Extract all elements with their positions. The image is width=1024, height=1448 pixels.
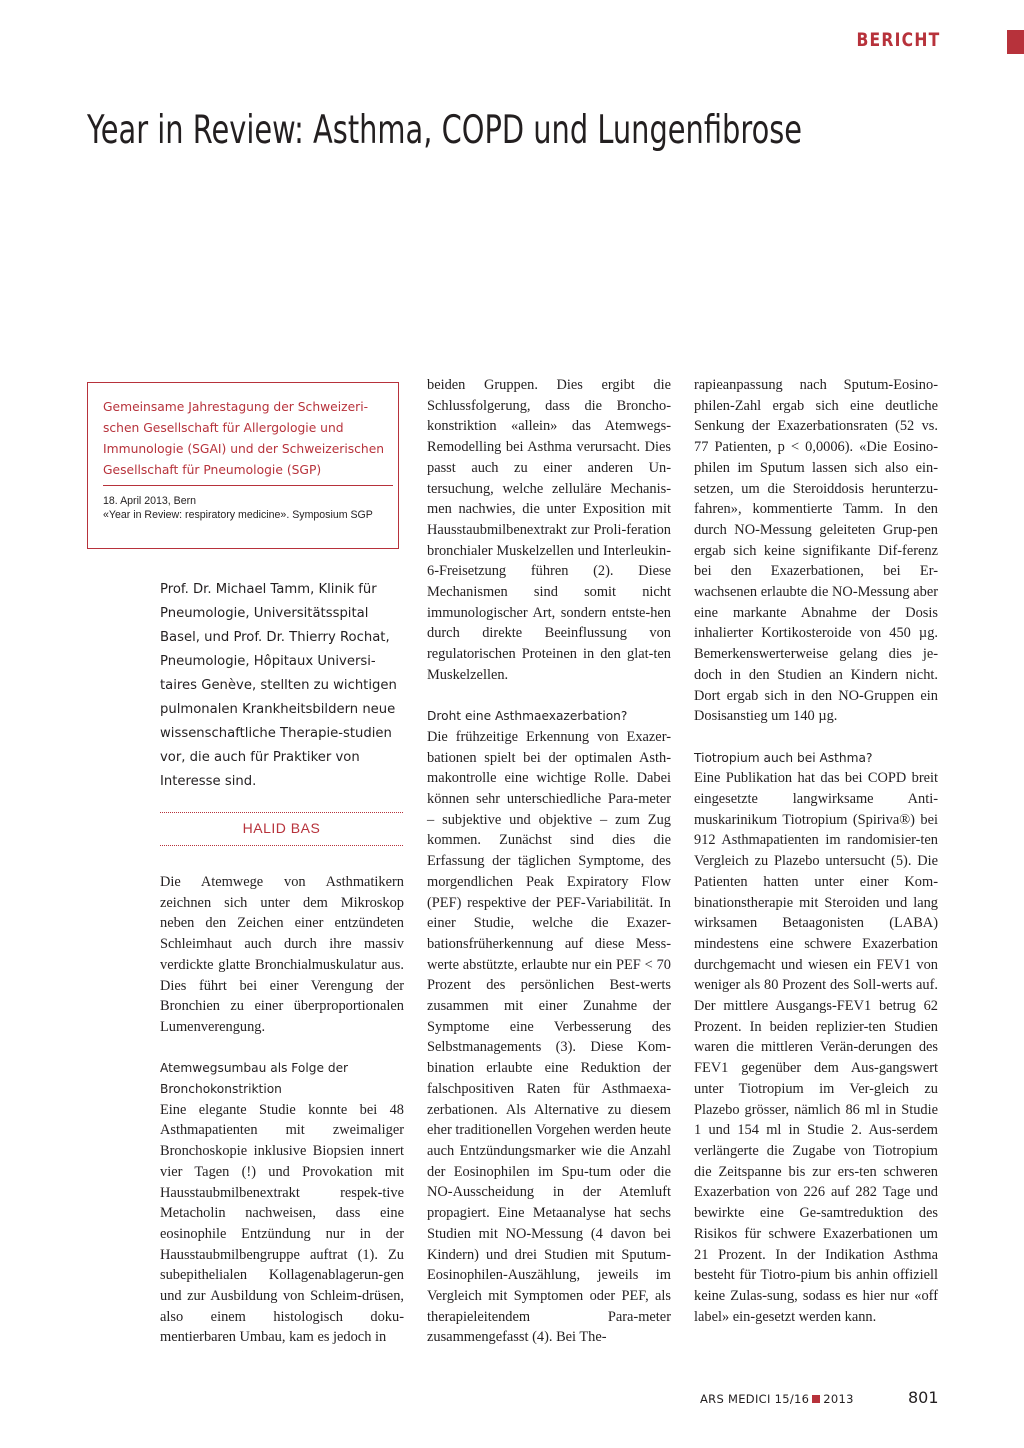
section-label: BERICHT [855, 29, 940, 51]
column-3 [694, 375, 938, 1327]
event-date-place: 18. April 2013, Bern [103, 495, 197, 507]
event-divider [103, 485, 393, 486]
column-2 [427, 375, 671, 1348]
body-paragraph-tiotropium: Eine Publikation hat das bei COPD breit eingesetzte langwirksame Anti-muskarinikum Tiotropium (Spiriva®) bei 912 Asthmapatienten im randomisier-ten Vergleich zu Plazebo untersucht (5). Die Patienten hatten unter einer Kom-binationstherapie mit Steroiden und lang wirksamen Betaagonisten (LABA) mindestens eine schwere Exazerbation durchgemacht und wiesen ein FEV1 von weniger als 80 Prozent des Soll-werts auf. Der mittlere Ausgangs-FEV1 betrug 62 Prozent. In beiden replizier-ten Studien waren die mittleren Verän-derungen des FEV1 gegenüber dem Aus-gangswert unter Tiotropium im Ver-gleich zu Plazebo grösser, nämlich 86 ml in Studie 1 und 154 ml in Studie 2. Aus-serdem verlängerte die Zugabe von Tiotropium die Zeitspanne bis zur ers-ten schweren Exazerbation von 226 auf 282 Tage und bewirkte eine Ge-samtreduktion des Risikos für schwere Exazerbationen um 21 Prozent. In der Indikation Asthma besteht für Tiotro-pium bis anhin offiziell keine Zulas-sung, sodass es hier nur «off label» ein-gesetzt werden kann. [694, 770, 938, 1325]
article-title: Year in Review: Asthma, COPD und Lungenfibrose [87, 108, 803, 153]
author-divider-top [160, 812, 403, 813]
journal-year: 2013 [823, 1392, 854, 1406]
event-info-box [87, 382, 399, 549]
author-name: HALID BAS [242, 820, 321, 836]
lead-paragraph: Prof. Dr. Michael Tamm, Klinik für Pneumologie, Universitätsspital Basel, und Prof. Dr. Thierry Rochat, Pneumologie, Hôpitaux Universi-taires Genève, stellten zu wichtigen pulmonalen Krankheitsbildern neue wissenschaftliche Therapie-studien vor, die auch für Praktiker von Interesse sind. [160, 582, 397, 789]
event-meta [103, 491, 395, 525]
event-symposium: «Year in Review: respiratory medicine». Symposium SGP [103, 509, 373, 521]
author-divider-bottom [160, 845, 403, 846]
body-paragraph-exazerbation-cont: rapieanpassung nach Sputum-Eosino-philen-Zahl ergab sich eine deutliche Senkung der Exazerbationsraten (52 vs. 77 Patienten, p < 0,0006). «Die Eosino-philen im Sputum lassen sich also ein-setzen, um die Steroiddosis herunterzu-fahren», kommentierte Tamm. In den durch NO-Messung geleiteten Grup-pen ergab sich keine signifikante Dif-ferenz bei den Exazerbationen, bei Er-wachsenen erlaubte die NO-Messung aber eine markante Abnahme der Dosis inhalierter Kortikosteroide von 450 µg. Bemerkenswerterweise gelang dies je-doch in den Studien an Kindern nicht. Dort ergab sich in den NO-Gruppen ein Dosisanstieg um 140 µg. [694, 377, 938, 725]
body-paragraph-study-cont: beiden Gruppen. Dies ergibt die Schlussfolgerung, dass die Broncho-konstriktion «allein» das Atemwegs-Remodelling bei Asthma verursacht. Dies passt auch zu einer anderen Un-tersuchung, welche zelluläre Mechanis-men nachwies, die unter Exposition mit Hausstaubmilbenextrakt zur Proli-feration bronchialer Muskelzellen und Interleukin-6-Freisetzung führen (2). Diese Mechanismen sind somit nicht immunologischer Art, sondern entste-hen durch direkte Beeinflussung von regulatorischen Proteinen in den glat-ten Muskelzellen. [427, 377, 671, 683]
journal-name: ARS MEDICI 15/16 [700, 1392, 810, 1406]
page-number: 801 [908, 1388, 939, 1407]
body-paragraph-study: Eine elegante Studie konnte bei 48 Asthmapatienten mit zweimaliger Bronchoskopie inklusive Biopsien innert vier Tagen (!) und Provokation mit Hausstaubmilbenextrakt respek-tive Metacholin nachweisen, dass eine eosinophile Entzündung nur in der Hausstaubmilbengruppe auftrat (1). Zu subepithelialen Kollagenablagerun-gen und zur Ausbildung von Schleim-drüsen, also einem histologisch doku-mentierbaren Umbau, kam es jedoch in [160, 1101, 404, 1346]
subheading-atemwegsumbau: Atemwegsumbau als Folge der Bronchokonstriktion [160, 1061, 349, 1097]
subheading-tiotropium: Tiotropium auch bei Asthma? [694, 750, 873, 765]
event-title: Gemeinsame Jahrestagung der Schweizeri-schen Gesellschaft für Allergologie und Immunologie (SGAI) und der Schweizerischen Gesellschaft für Pneumologie (SGP) [103, 400, 385, 477]
body-paragraph-intro: Die Atemwege von Asthmatikern zeichnen sich unter dem Mikroskop neben den Zeichen einer entzündeten Schleimhaut auch durch ihre massiv verdickte glatte Bronchialmuskulatur aus. Dies führt bei einer Verengung der Bronchien zu einer überproportionalen Lumenverengung. [160, 874, 404, 1035]
section-marker [1007, 30, 1024, 54]
footer-journal [700, 1392, 854, 1406]
subheading-exazerbation: Droht eine Asthmaexazerbation? [427, 709, 628, 724]
footer-square-marker [812, 1395, 820, 1403]
column-1 [160, 872, 404, 1348]
body-paragraph-exazerbation: Die frühzeitige Erkennung von Exazer-bationen spielt bei der optimalen Asth-makontrolle eine wichtige Rolle. Dabei können sehr unterschiedliche Para-meter – subjektive und objektive – zum Zug kommen. Zunächst sind dies die Erfassung der täglichen Symptome, des morgendlichen Peak Expiratory Flow (PEF) respektive der PEF-Variabilität. In einer Studie, welche die Exazer-bationsfrüherkennung auf diese Mess-werte abstützte, erlaubte nur ein PEF < 70 Prozent des persönlichen Best-werts zusammen mit einer Zunahme der Symptome eine Verbesserung des Selbstmanagements (3). Diese Kom-bination erlaubte eine Reduktion der falschpositiven Raten für Asthmaexa-zerbationen. Als Alternative zu diesem eher traditionellen Vorgehen werden heute auch Entzündungsmarker wie die Anzahl der Eosinophilen im Spu-tum oder die NO-Ausscheidung in der Atemluft propagiert. Eine Metaanalyse hat sechs Studien mit NO-Messung (4 davon bei Kindern) und drei Studien mit Sputum-Eosinophilen-Auszählung, jeweils im Vergleich mit Symptomen oder PEF, als therapieleitendem Para-meter zusammengefasst (4). Bei The- [427, 728, 671, 1346]
